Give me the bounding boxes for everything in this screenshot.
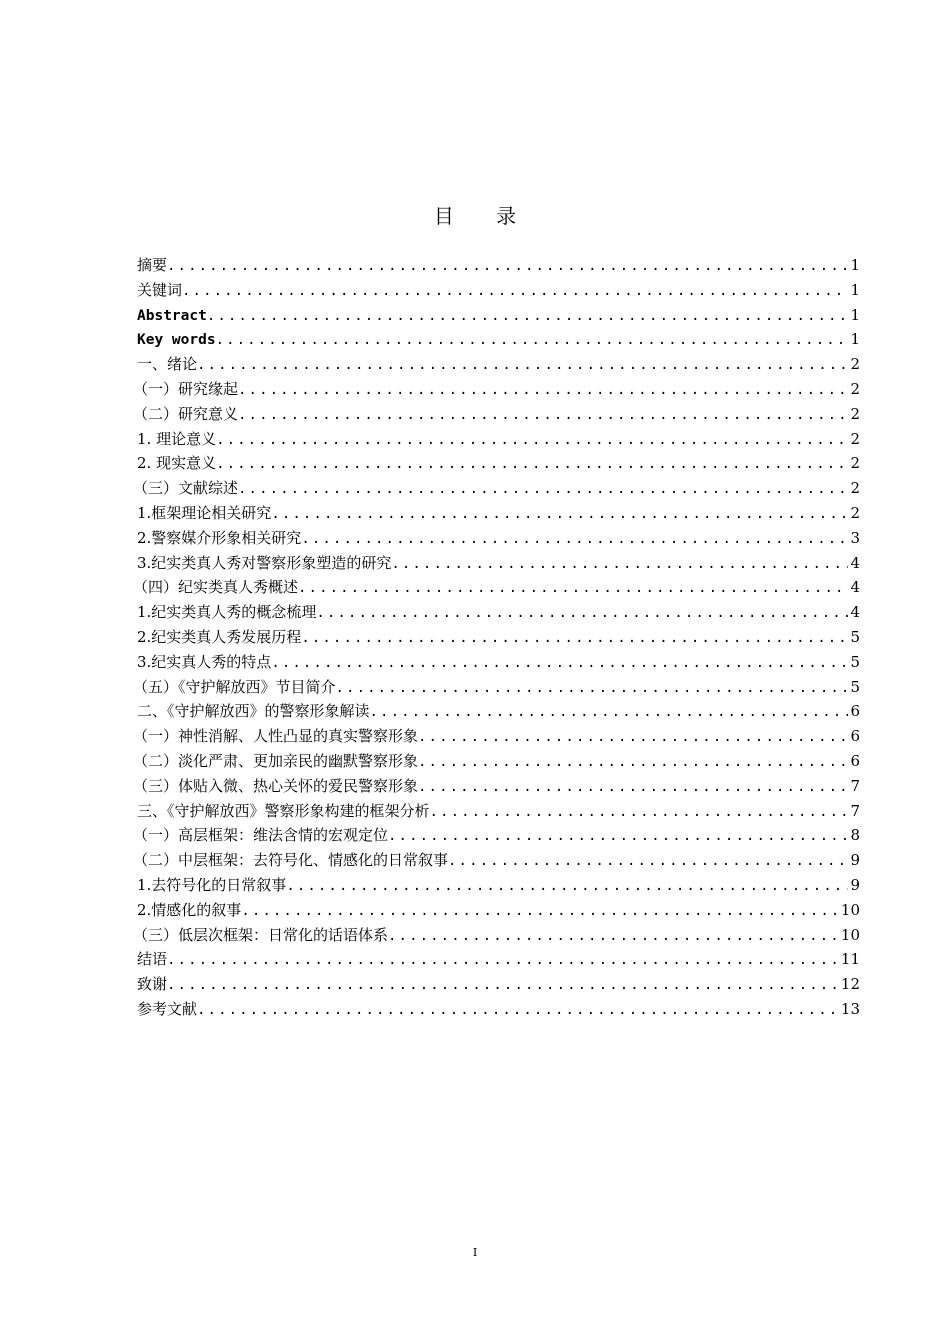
toc-entry [137,898,860,923]
toc-dot-leader [418,750,848,775]
toc-entry [137,873,860,898]
toc-entry-label: （二）淡化严肃、更加亲民的幽默警察形象 [133,751,419,770]
toc-entry-page: 1 [850,330,860,349]
toc-entry [137,551,860,576]
toc-entry [133,476,860,501]
toc-entry-page: 12 [840,975,860,994]
toc-entry-page: 5 [850,627,860,646]
toc-dot-leader [271,502,848,527]
toc-dot-leader [430,800,849,825]
toc-entry-label: 摘要 [137,256,168,274]
toc-entry [137,799,860,824]
toc-entry-page: 6 [850,751,860,770]
toc-entry-page: 1 [850,256,860,274]
toc-entry-page: 5 [850,652,860,671]
toc-dot-leader [391,552,848,577]
toc-entry [137,327,860,352]
toc-entry-label: （三）低层次框架：日常化的话语体系 [133,925,389,944]
toc-entry-label: 二、《守护解放西》的警察形象解读 [137,702,370,721]
toc-entry [137,526,860,551]
toc-entry-page: 2 [850,404,860,423]
toc-entry-page: 5 [850,677,860,696]
toc-entry-label: 结语 [137,950,168,969]
toc-entry-label: （三）文献综述 [133,479,239,498]
toc-entry-page: 9 [850,851,860,870]
toc-dot-leader [238,403,848,428]
toc-entry-page: 1 [850,305,860,324]
toc-entry [137,501,860,526]
toc-entry [133,377,860,402]
toc-entry-label: 3.纪实类真人秀对警察形象塑造的研究 [137,553,392,572]
toc-dot-leader [182,279,848,304]
toc-entry-label: 3.纪实真人秀的特点 [137,652,272,671]
toc-entry-label: Abstract [137,307,207,324]
toc-dot-leader [418,775,848,800]
toc-entry-page: 7 [850,776,860,795]
toc-entry-label: 2.警察媒介形象相关研究 [137,528,302,547]
toc-dot-leader [238,477,848,502]
toc-entry-label: （一）研究缘起 [133,379,239,398]
toc-entry [133,675,860,700]
toc-title: 目 录 [433,204,535,228]
toc-entry-page: 2 [850,479,860,498]
toc-entry-label: Key words [137,332,216,349]
toc-entry-page: 10 [840,925,860,944]
toc-dot-leader [286,874,848,899]
toc-entry [133,575,860,600]
toc-dot-leader [301,527,848,552]
toc-entry [137,947,860,972]
toc-dot-leader [197,998,839,1023]
toc-entry [133,823,860,848]
toc-entry [137,625,860,650]
toc-entry-page: 11 [840,950,860,969]
footer-page-number: I [472,1246,478,1259]
toc-entry [133,923,860,948]
toc-entry-page: 6 [850,702,860,721]
toc-dot-leader [167,973,839,998]
toc-entry [133,774,860,799]
toc-entry-page: 8 [850,826,860,845]
toc-dot-leader [216,452,848,477]
toc-dot-leader [216,428,848,453]
toc-entry [137,303,860,328]
toc-dot-leader [238,378,848,403]
toc-dot-leader [241,899,839,924]
toc-entry-label: 1.去符号化的日常叙事 [137,875,287,894]
toc-entry [137,451,860,476]
toc-entry-label: 三、《守护解放西》警察形象构建的框架分析 [137,801,430,820]
toc-dot-leader [448,849,848,874]
toc-dot-leader [207,304,849,329]
toc-entry [137,650,860,675]
toc-entry-label: （二）研究意义 [133,404,239,423]
toc-dot-leader [418,725,848,750]
toc-entry [137,427,860,452]
toc-entry-page: 9 [850,875,860,894]
toc-entry [133,749,860,774]
toc-dot-leader [388,924,839,949]
toc-entry [137,253,860,278]
toc-entry [137,997,860,1022]
toc-entry-page: 4 [850,603,860,622]
toc-entry [133,402,860,427]
toc-entry-page: 2 [850,355,860,374]
toc-entry [133,724,860,749]
toc-entry-page: 2 [850,429,860,448]
toc-entry-label: （三）体贴入微、热心关怀的爱民警察形象 [133,776,419,795]
toc-entry-page: 2 [850,379,860,398]
toc-entry-label: 致谢 [137,975,168,994]
toc-entry-page: 7 [850,801,860,820]
toc-entry-label: 参考文献 [137,999,198,1018]
toc-entry-label: 2.纪实类真人秀发展历程 [137,627,302,646]
toc-entry [137,972,860,997]
toc-entry-page: 4 [850,578,860,597]
toc-entry-label: （五）《守护解放西》节目简介 [133,677,336,696]
toc-dot-leader [316,601,848,626]
toc-entry-label: （一）神性消解、人性凸显的真实警察形象 [133,727,419,746]
toc-dot-leader [301,626,848,651]
toc-dot-leader [298,576,848,601]
toc-dot-leader [370,700,849,725]
toc-entry-page: 10 [840,900,860,919]
toc-entry-label: （四）纪实类真人秀概述 [133,578,299,597]
toc-entry-page: 1 [850,280,860,299]
toc-entry-page: 2 [850,454,860,473]
toc-entry-label: 1. 理论意义 [137,429,217,448]
toc-dot-leader [388,824,848,849]
toc-dot-leader [271,651,848,676]
toc-entry-label: 1.纪实类真人秀的概念梳理 [137,603,317,622]
toc-entry-label: 2.情感化的叙事 [137,900,242,919]
toc-entry-label: 1.框架理论相关研究 [137,503,272,522]
toc-dot-leader [197,353,848,378]
toc-dot-leader [336,676,849,701]
toc-entry [137,352,860,377]
toc-entry-label: 关键词 [137,280,183,299]
toc-entry [133,848,860,873]
toc-dot-leader [216,328,849,353]
toc-entry-label: 2. 现实意义 [137,454,217,473]
toc-entry-page: 4 [850,553,860,572]
toc-entry-page: 2 [850,503,860,522]
toc-list [133,253,860,1022]
toc-entry-page: 3 [850,528,860,547]
toc-entry [137,278,860,303]
toc-entry-label: （一）高层框架：维法含情的宏观定位 [133,826,389,845]
toc-entry [137,600,860,625]
toc-dot-leader [167,948,839,973]
toc-entry-page: 13 [840,999,860,1018]
toc-entry-label: （二）中层框架：去符号化、情感化的日常叙事 [133,851,449,870]
toc-entry-page: 6 [850,727,860,746]
toc-entry [137,699,860,724]
toc-entry-label: 一、绪论 [137,355,198,374]
toc-dot-leader [167,254,848,279]
